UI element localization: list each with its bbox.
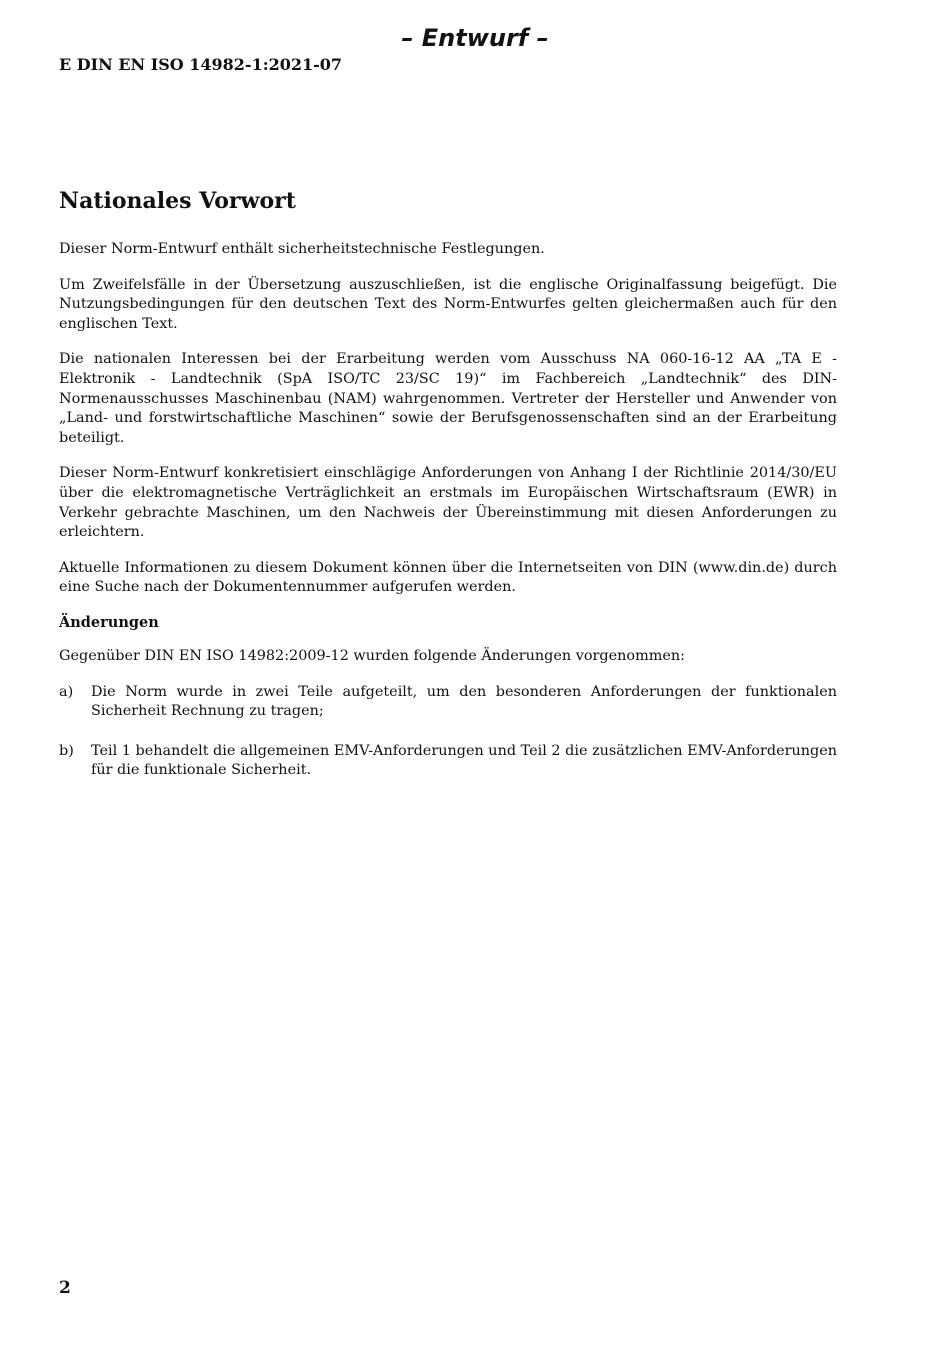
list-item-text: Die Norm wurde in zwei Teile aufgeteilt, um den besonderen Anforderungen der funktionalen Sicherheit Rechnung zu tragen; bbox=[91, 683, 837, 720]
changes-list bbox=[59, 683, 837, 781]
list-item bbox=[59, 742, 837, 781]
list-marker: b) bbox=[59, 742, 74, 759]
changes-intro: Gegenüber DIN EN ISO 14982:2009-12 wurden folgende Änderungen vorgenommen: bbox=[59, 647, 685, 664]
section-title: Nationales Vorwort bbox=[59, 188, 296, 214]
paragraph: Die nationalen Interessen bei der Erarbeitung werden vom Ausschuss NA 060-16-12 AA „TA E - Elektronik - Landtechnik (SpA ISO/TC 23/SC 19)“ im Fachbereich „Landtechnik“ des DIN-Normenausschusses Maschinenbau (NAM) wahrgenommen. Vertreter der Hersteller und Anwender von „Land- und forstwirtschaftliche Maschinen“ sowie der Berufsgenossenschaften sind an der Erarbeitung beteiligt. bbox=[59, 351, 837, 446]
list-item-text: Teil 1 behandelt die allgemeinen EMV-Anforderungen und Teil 2 die zusätzlichen EMV-Anforderungen für die funktionale Sicherheit. bbox=[91, 742, 837, 779]
paragraph: Dieser Norm-Entwurf enthält sicherheitstechnische Festlegungen. bbox=[59, 241, 545, 257]
main-content bbox=[59, 188, 837, 801]
draft-watermark-title: – Entwurf – bbox=[401, 24, 549, 52]
list-item bbox=[59, 683, 837, 722]
paragraph: Um Zweifelsfälle in der Übersetzung auszuschließen, ist die englische Originalfassung beigefügt. Die Nutzungsbedingungen für den deutschen Text des Norm-Entwurfes gelten gleichermaßen auch für den englischen Text. bbox=[59, 276, 837, 332]
paragraph: Aktuelle Informationen zu diesem Dokument können über die Internetseiten von DIN (www.din.de) durch eine Suche nach der Dokumentennummer aufgerufen werden. bbox=[59, 559, 837, 596]
paragraph: Dieser Norm-Entwurf konkretisiert einschlägige Anforderungen von Anhang I der Richtlinie 2014/30/EU über die elektromagnetische Verträglichkeit an erstmals im Europäischen Wirtschaftsraum (EWR) in Verkehr gebrachte Maschinen, um den Nachweis der Übereinstimmung mit diesen Anforderungen zu erleichtern. bbox=[59, 465, 837, 541]
page-number: 2 bbox=[59, 1278, 71, 1298]
document-id: E DIN EN ISO 14982-1:2021-07 bbox=[59, 55, 343, 74]
changes-heading: Änderungen bbox=[59, 613, 159, 631]
list-marker: a) bbox=[59, 683, 74, 700]
